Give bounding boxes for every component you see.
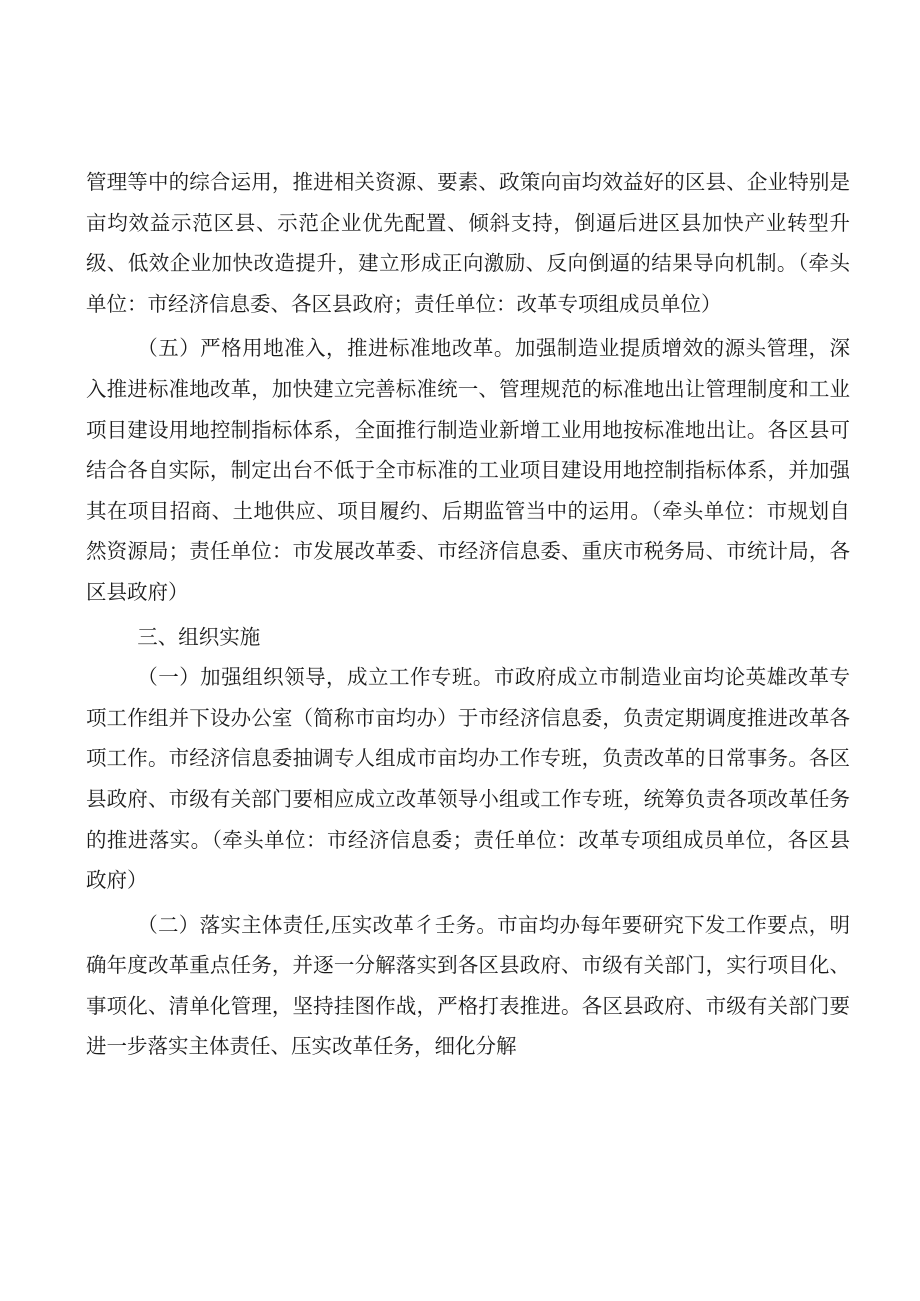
paragraph-section-five: （五）严格用地准入，推进标准地改革。加强制造业提质增效的源头管理，深入推进标准地改革，加快建立完善标准统一、管理规范的标准地出让管理制度和工业项目建设用地控制指标体系，全面推行制造业新增工业用地按标准地出让。各区县可结合各自实际，制定出台不低于全市标准的工业项目建设用地控制指标体系，并加强其在项目招商、土地供应、项目履约、后期监管当中的运用。（牵头单位：市规划自然资源局；责任单位：市发展改革委、市经济信息委、重庆市税务局、市统计局，各区县政府） [86,336,850,604]
document-page [86,162,850,1067]
paragraph-continuation: 管理等中的综合运用，推进相关资源、要素、政策向亩均效益好的区县、企业特别是亩均效益示范区县、示范企业优先配置、倾斜支持，倒逼后进区县加快产业转型升级、低效企业加快改造提升，建立形成正向激励、反向倒逼的结果导向机制。（牵头单位：市经济信息委、各区县政府；责任单位：改革专项组成员单位） [86,170,850,316]
section-heading: 三、组织实施 [137,624,261,649]
paragraph-item-two: （二）落实主体责任,压实改革彳壬务。市亩均办每年要研究下发工作要点，明确年度改革重点任务，并逐一分解落实到各区县政府、市级有关部门，实行项目化、事项化、清单化管理，坚持挂图作战，严格打表推进。各区县政府、市级有关部门要进一步落实主体责任、压实改革任务，细化分解 [86,912,850,1059]
paragraph-item-one: （一）加强组织领导，成立工作专班。市政府成立市制造业亩均论英雄改革专项工作组并下设办公室（简称市亩均办）于市经济信息委，负责定期调度推进改革各项工作。市经济信息委抽调专人组成市亩均办工作专班，负责改革的日常事务。各区县政府、市级有关部门要相应成立改革领导小组或工作专班，统筹负责各项改革任务的推进落实。（牵头单位：市经济信息委；责任单位：改革专项组成员单位，各区县政府） [86,665,850,893]
